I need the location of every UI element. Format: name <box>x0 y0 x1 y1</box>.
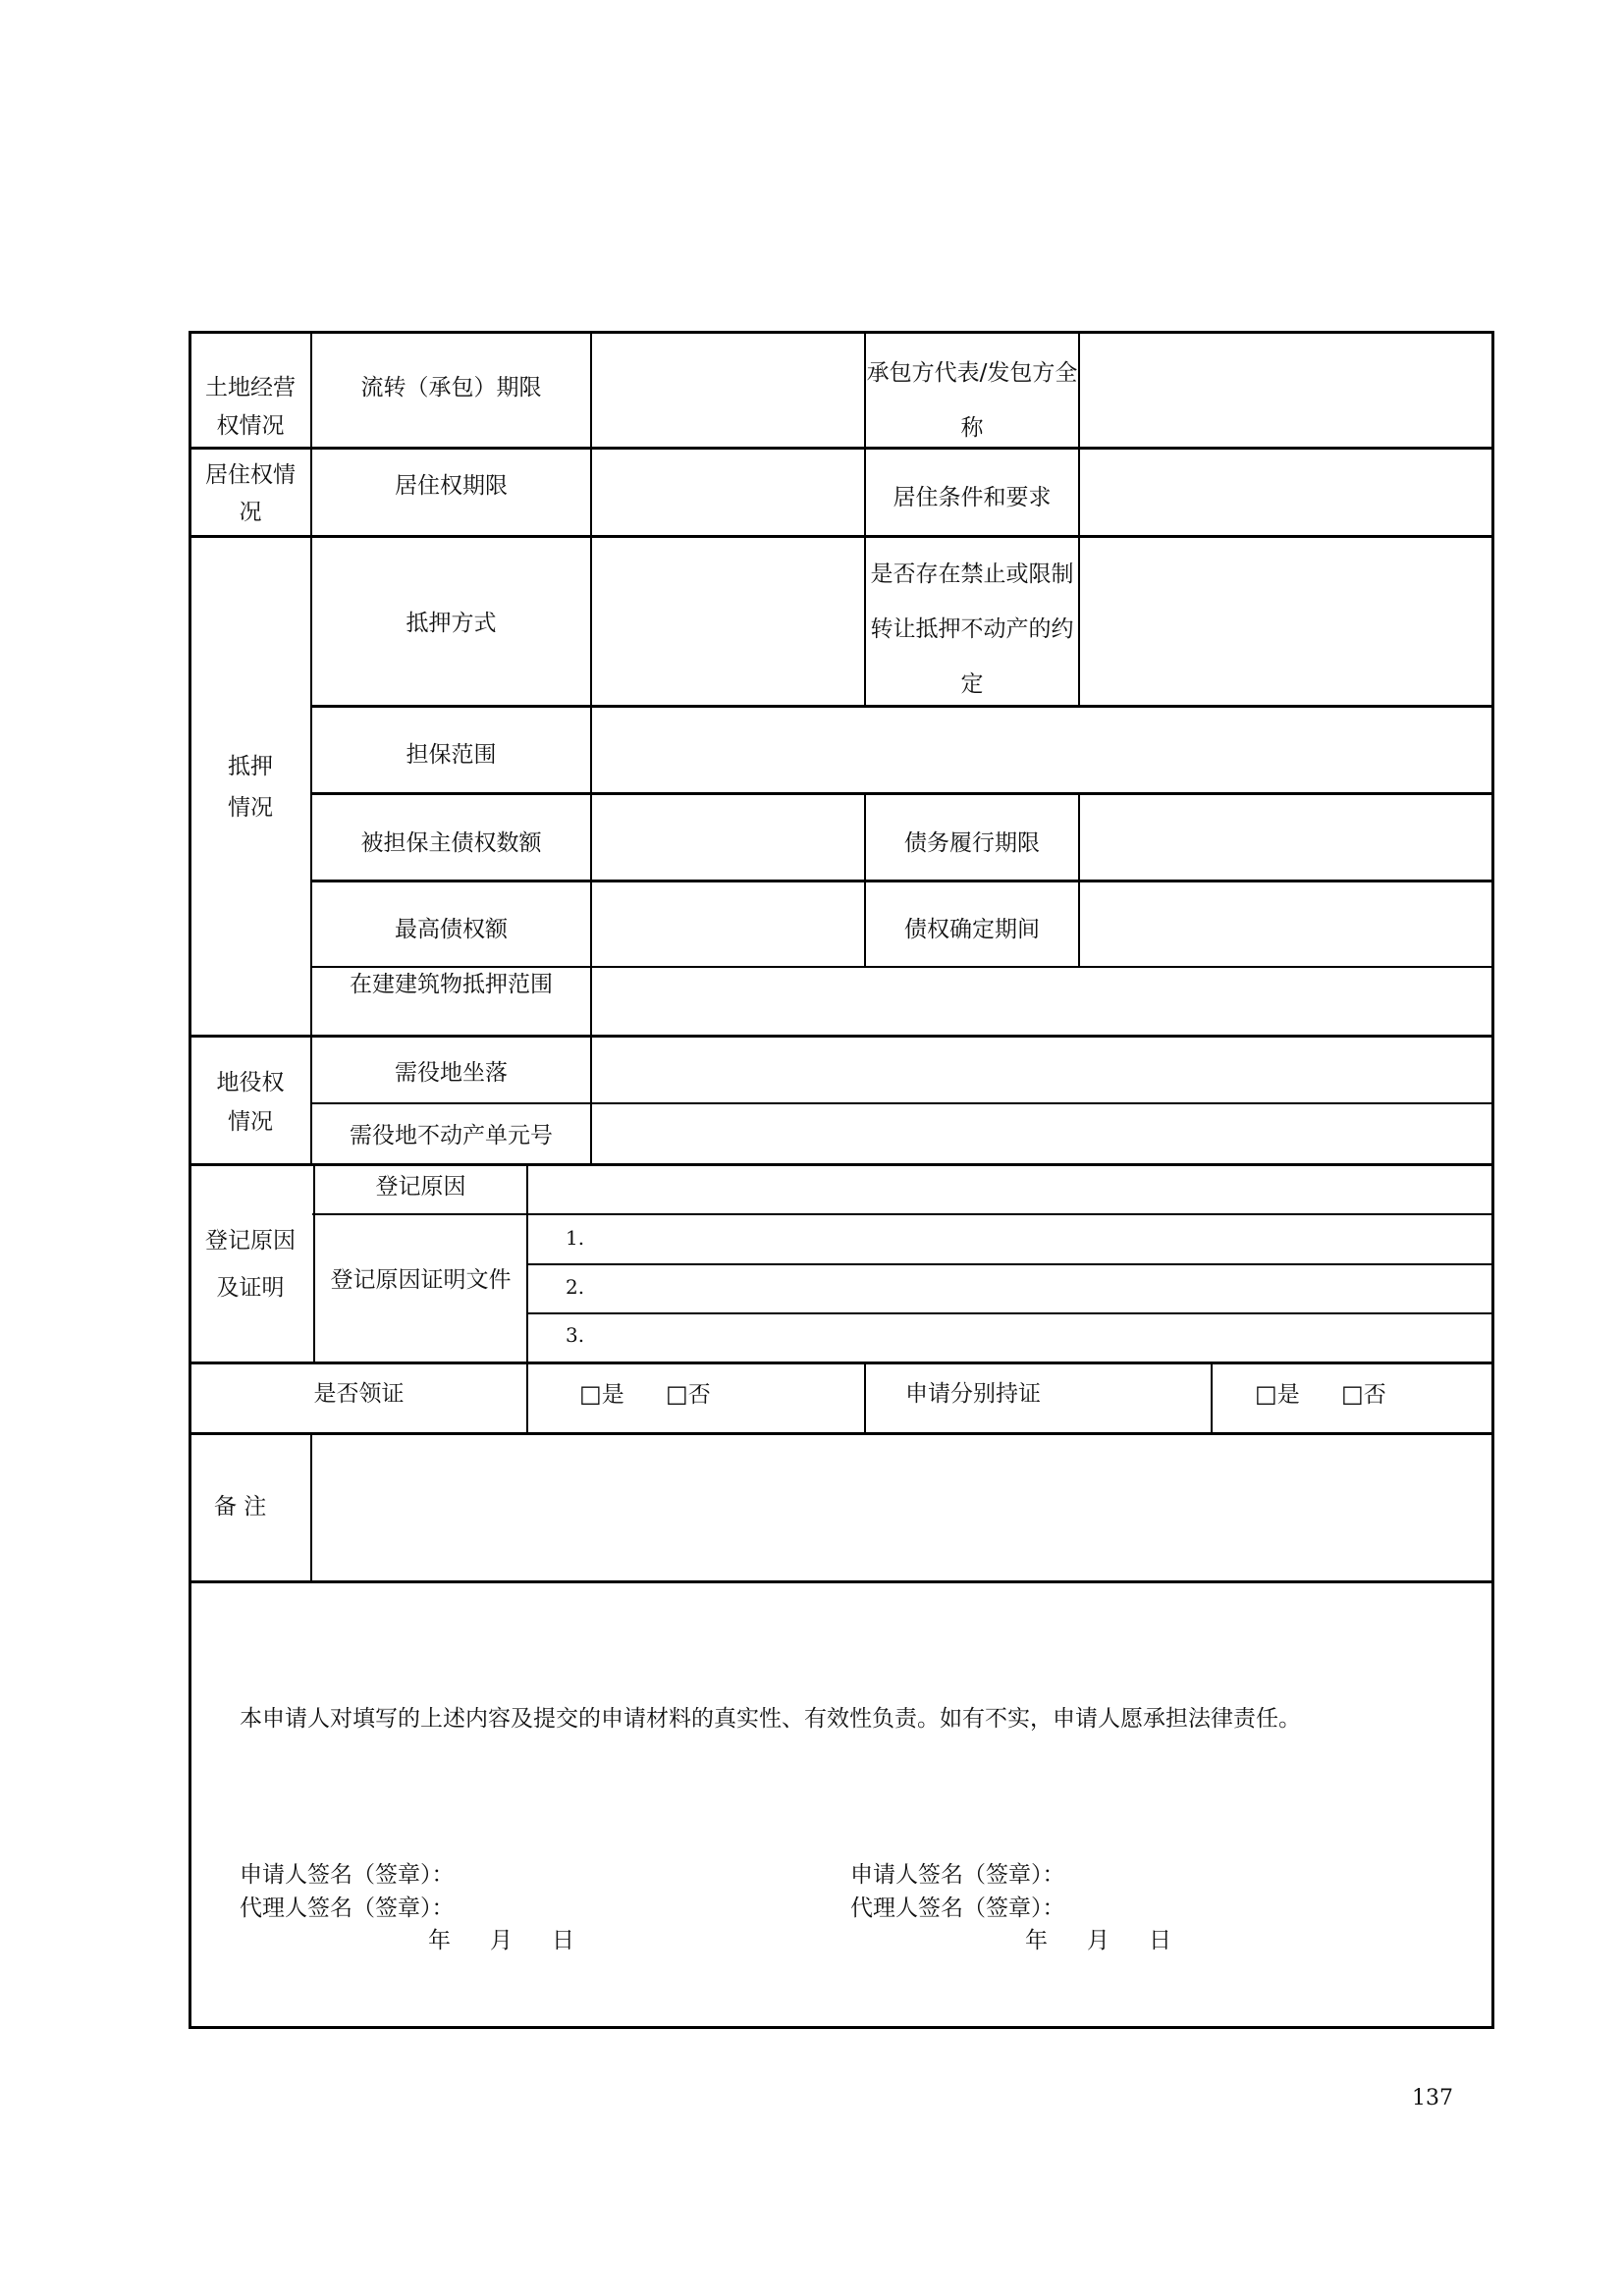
col-divider <box>1078 331 1080 708</box>
claim-determination-period-label: 债权确定期间 <box>904 917 1040 942</box>
option-label: 否 <box>1363 1382 1386 1408</box>
checkbox-icon: □ <box>666 1380 688 1408</box>
row-divider <box>189 447 1494 450</box>
proof-doc-item: 3. <box>566 1323 585 1347</box>
contracting-party-label: 承包方代表/发包方全称 <box>866 360 1078 441</box>
table-border-right <box>1491 331 1494 2029</box>
col-divider <box>1078 792 1080 968</box>
easement-section-label: 地役权情况 <box>216 1070 285 1135</box>
land-management-section-label: 土地经营权情况 <box>205 375 296 439</box>
residence-section-label: 居住权情况 <box>205 462 296 525</box>
mortgage-section-label: 抵押情况 <box>228 754 273 821</box>
registration-section-label: 登记原因及证明 <box>205 1228 296 1301</box>
date-month-left: 月 <box>490 1928 513 1953</box>
principal-claim-amount-label: 被担保主债权数额 <box>360 830 542 856</box>
col-divider <box>590 331 592 1166</box>
row-divider <box>526 1312 1494 1314</box>
receive-yes-option[interactable] <box>579 1377 624 1413</box>
remarks-label: 备 注 <box>214 1494 267 1520</box>
table-border-left <box>189 331 191 2029</box>
option-label: 是 <box>601 1382 624 1408</box>
row-divider <box>189 535 1494 538</box>
date-year-right: 年 <box>1025 1928 1048 1953</box>
dominant-land-location-label: 需役地坐落 <box>395 1060 508 1086</box>
transfer-restriction-label: 是否存在禁止或限制转让抵押不动产的约定 <box>870 561 1074 697</box>
row-divider <box>189 1163 1494 1166</box>
table-border-bottom <box>189 2026 1494 2029</box>
agent-signature-left: 代理人签名（签章）： <box>240 1896 455 1921</box>
separate-no-option[interactable] <box>1341 1377 1386 1413</box>
declaration-statement: 本申请人对填写的上述内容及提交的申请材料的真实性、有效性负责。如有不实，申请人愿承担法律责任。 <box>240 1706 1301 1732</box>
date-day-right: 日 <box>1149 1928 1171 1953</box>
row-divider <box>526 1263 1494 1265</box>
page-number: 137 <box>1412 2086 1453 2110</box>
row-divider <box>312 1213 1494 1215</box>
separate-certificate-label: 申请分别持证 <box>905 1381 1041 1407</box>
checkbox-icon: □ <box>1341 1380 1364 1408</box>
receive-certificate-label: 是否领证 <box>313 1381 405 1407</box>
option-label: 否 <box>687 1382 711 1408</box>
checkbox-icon: □ <box>579 1380 602 1408</box>
table-border-top <box>189 331 1494 334</box>
registration-proof-docs-label: 登记原因证明文件 <box>330 1267 512 1293</box>
dominant-land-unit-number-label: 需役地不动产单元号 <box>350 1123 553 1148</box>
receive-no-option[interactable] <box>666 1377 711 1413</box>
row-divider <box>312 1102 1494 1104</box>
separate-yes-option[interactable] <box>1255 1377 1300 1413</box>
agent-signature-right: 代理人签名（签章）： <box>850 1896 1065 1921</box>
transfer-term-label: 流转（承包）期限 <box>360 375 542 400</box>
row-divider <box>312 792 1494 795</box>
row-divider <box>189 1432 1494 1435</box>
col-divider <box>1211 1362 1213 1435</box>
col-divider <box>526 1163 528 1435</box>
debt-performance-term-label: 债务履行期限 <box>904 830 1040 856</box>
date-month-right: 月 <box>1087 1928 1110 1953</box>
col-divider <box>864 1362 866 1435</box>
col-divider <box>310 1432 312 1582</box>
proof-doc-item: 1. <box>566 1226 585 1250</box>
option-label: 是 <box>1276 1382 1300 1408</box>
residence-term-label: 居住权期限 <box>395 473 508 499</box>
row-divider <box>189 1580 1494 1583</box>
row-divider <box>189 1362 1494 1364</box>
applicant-signature-left: 申请人签名（签章）： <box>240 1862 455 1888</box>
registration-reason-label: 登记原因 <box>375 1174 466 1200</box>
date-year-left: 年 <box>428 1928 451 1953</box>
guarantee-scope-label: 担保范围 <box>406 742 497 768</box>
row-divider <box>189 1035 1494 1038</box>
date-day-left: 日 <box>552 1928 574 1953</box>
construction-mortgage-scope-label: 在建建筑物抵押范围 <box>350 972 553 997</box>
residence-conditions-label: 居住条件和要求 <box>893 485 1052 510</box>
proof-doc-item: 2. <box>566 1275 585 1299</box>
checkbox-icon: □ <box>1255 1380 1277 1408</box>
row-divider <box>312 880 1494 882</box>
mortgage-method-label: 抵押方式 <box>406 611 497 636</box>
max-claim-amount-label: 最高债权额 <box>395 917 508 942</box>
applicant-signature-right: 申请人签名（签章）： <box>850 1862 1065 1888</box>
